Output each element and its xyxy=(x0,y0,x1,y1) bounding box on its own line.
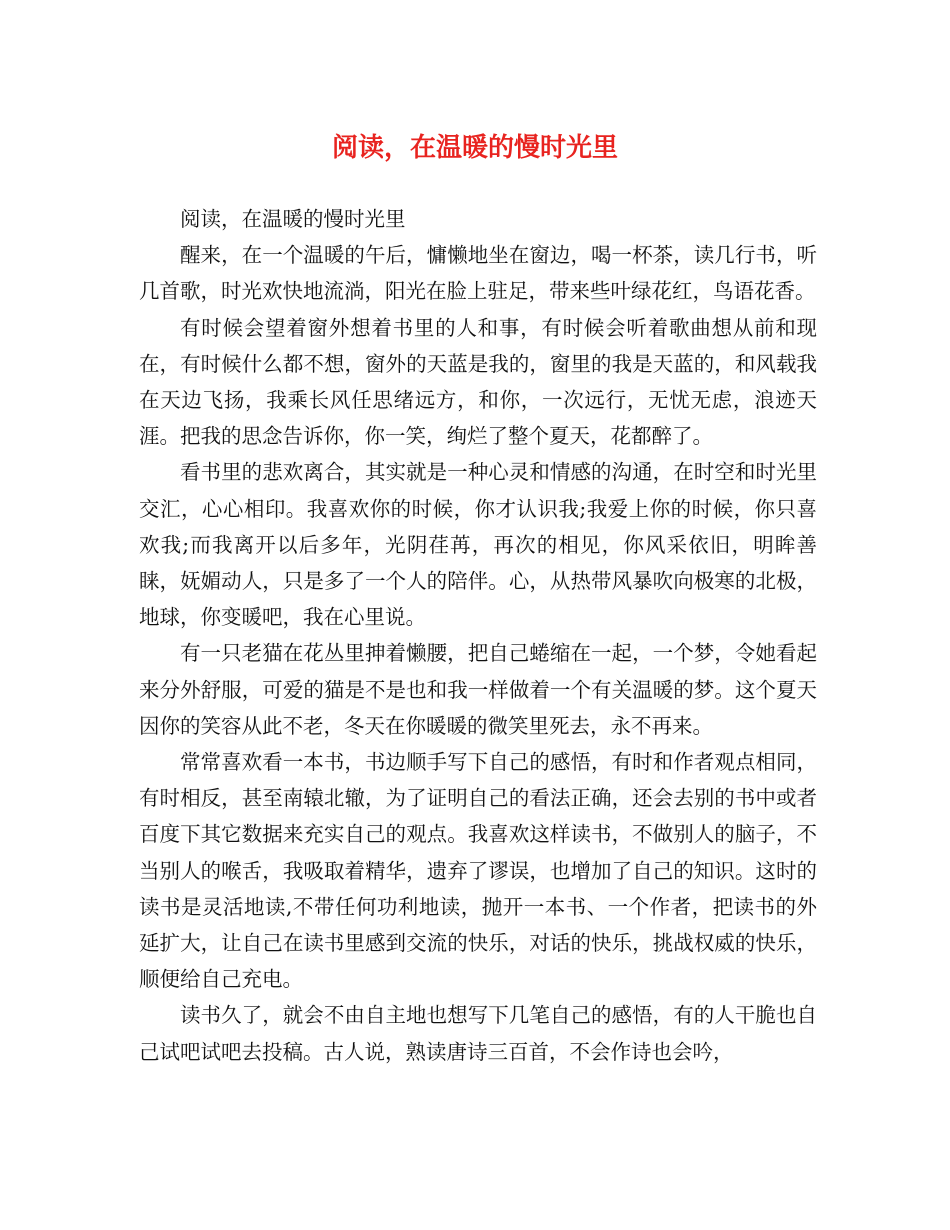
paragraph: 常常喜欢看一本书，书边顺手写下自己的感悟，有时和作者观点相同，有时相反，甚至南辕北辙，为了证明自己的看法正确，还会去别的书中或者百度下其它数据来充实自己的观点。我喜欢这样读书，不做别人的脑子，不当别人的喉舌，我吸取着精华，遗弃了谬误，也增加了自己的知识。这时的读书是灵活地读,不带任何功利地读，抛开一本书、一个作者，把读书的外延扩大，让自己在读书里感到交流的快乐，对话的快乐，挑战权威的快乐，顺便给自己充电。 xyxy=(139,750,817,992)
paragraph: 读书久了，就会不由自主地也想写下几笔自己的感悟，有的人干脆也自己试吧试吧去投稿。古人说，熟读唐诗三百首，不会作诗也会吟， xyxy=(139,1003,817,1064)
document-title: 阅读，在温暖的慢时光里 xyxy=(331,133,618,163)
paragraph: 有一只老猫在花丛里抻着懒腰，把自己蜷缩在一起，一个梦，令她看起来分外舒服，可爱的猫是不是也和我一样做着一个有关温暖的梦。这个夏天因你的笑容从此不老，冬天在你暖暖的微笑里死去，永不再来。 xyxy=(139,641,817,738)
paragraph-subtitle: 阅读，在温暖的慢时光里 xyxy=(180,207,406,231)
paragraph: 醒来，在一个温暖的午后，慵懒地坐在窗边，喝一杯茶，读几行书，听几首歌，时光欢快地流淌，阳光在脸上驻足，带来些叶绿花红，鸟语花香。 xyxy=(139,243,817,304)
document-body xyxy=(139,201,817,1070)
paragraph: 看书里的悲欢离合，其实就是一种心灵和情感的沟通，在时空和时光里交汇，心心相印。我喜欢你的时候，你才认识我;我爱上你的时候，你只喜欢我;而我离开以后多年，光阴荏苒，再次的相见，你风采依旧，明眸善睐，妩媚动人，只是多了一个人的陪伴。心，从热带风暴吹向极寒的北极，地球，你变暖吧，我在心里说。 xyxy=(139,460,817,630)
paragraph: 有时候会望着窗外想着书里的人和事，有时候会听着歌曲想从前和现在，有时候什么都不想，窗外的天蓝是我的，窗里的我是天蓝的，和风载我在天边飞扬，我乘长风任思绪远方，和你，一次远行，无忧无虑，浪迹天涯。把我的思念告诉你，你一笑，绚烂了整个夏天，花都醉了。 xyxy=(139,315,817,449)
